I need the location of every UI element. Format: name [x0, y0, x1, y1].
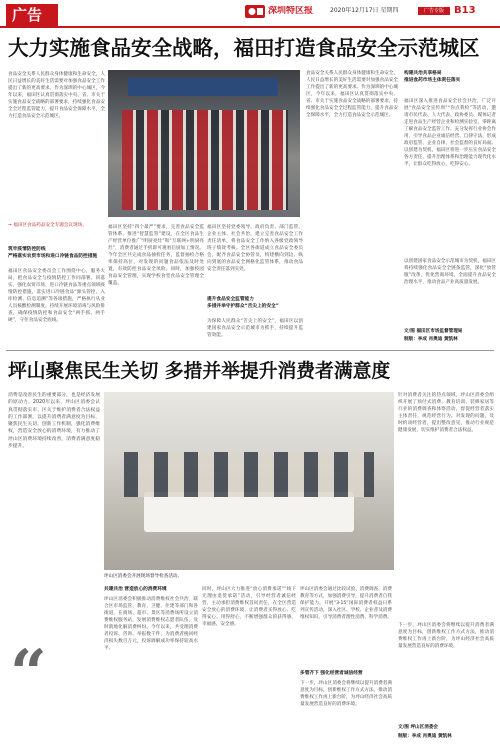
story2-col3-body: 坪山区消委会通过比较试验、消费调查、消费教育等方式，加强消费引导，提升消费者自我保护能力。开展“3·15”国际消费者权益日系列宣传活动，深入社区、学校、企业普及消费维权知识，引导消费者理性消费、科学消费。 — [300, 587, 392, 621]
backdrop-banner — [128, 78, 278, 96]
story1-col3-body: 食品安全关系人民群众身体健康和生命安全，人民日益增长的美好生活需要对加强食品安全工作提出了新的更高要求。作为深圳的中心城区，今年以来，福田区认真贯彻落实中央、省、市关于实施食品安全战略的部署要求，持续强化食品安全全过程监管能力，提升食品安全保障水平，全力打造食品安全示范城区。 — [306, 71, 398, 119]
logo-icon — [244, 4, 266, 19]
quote-mark-icon: “ — [10, 642, 47, 702]
story2-col4-body: 针对消费者关注的热点领域，坪山区消委会组织开展了预付式消费、教育培训、装修家居等行业的消费调查和体察活动，督促经营者落实主体责任，规范经营行为。对发现的问题，及时约谈经营者，提出整改意见，推动行业规范健康发展，切实维护消费者合法权益。 — [398, 393, 494, 434]
newspaper-logo — [244, 4, 266, 19]
story1-group-photo — [108, 70, 300, 217]
story1-photo-caption: → 福田区食品药品安全专题会议现场。 — [8, 223, 87, 228]
date-edition: 2020年12月17日 星期四 — [330, 7, 399, 14]
brand-name: 深圳特区报 — [268, 6, 314, 16]
story2-credits2: 制版：李成 肖奥迪 黄凯林 — [398, 734, 452, 739]
story2-lead: 消费是改善民生的重要部分，也是经济发展的原动力。2020年以来，坪山区消委会认真贯彻落实市、区关于维护消费者合法权益的工作部署，以提升消费者满意度为目标，聚焦民生关切，创新工作机制，强化消费维权，营造安全放心的消费环境，有力推动了坪山区消费环境持续改善，消费者满意度稳步提升。 — [8, 393, 100, 450]
page-tag: 广告专版 — [418, 7, 450, 15]
story2-col2-body: 同时，坪山区大力推进“放心消费承诺”“线下无理由退货承诺”活动，引导经营者诚信经营，主动承担消费维权首问责任，在全区营造安全放心的消费环境，让消费者买得放心、吃得安心、用得舒心，不断增强群众的获得感、幸福感、安全感。 — [202, 587, 296, 628]
story2-col1-body: 坪山区消委会积极推动消费维权社会共治，联合区市场监管、教育、卫健、住建等部门和各街道，在商场、超市、景区等消费场所设立消费维权服务站，发展消费维权志愿者队伍，及时就地化解消费纠纷。今年以来，共受理消费者投诉、咨询、举报数千件，为消费者挽回经济损失数百万元，投诉调解成功率保持较高水平。 — [104, 597, 198, 652]
story2-col3-heading: 多管齐下 强化经营者诚信经营 — [300, 671, 363, 676]
story1-right-heading: 构建共治共享格局 推进食药市场主体责任落实 — [404, 71, 461, 83]
story2-col3-tail: 下一步，坪山区消委会将继续以提升消费者满意度为目标，创新维权工作方式方法，推动消费维权工作再上新台阶，为坪山经济社会高质量发展营造良好的消费环境。 — [300, 681, 392, 708]
story2-photo-caption: 坪山区消委会开展现场督导检查活动。 — [104, 574, 183, 579]
story1-right-body: 福田区深入推进食品安全社会共治，广泛开展“食品安全宣传周”“你点我检”等活动，邀请市民代表、人大代表、政协委员、媒体记者走进食品生产经营企业和检测实验室，零距离了解食品安全监管工作。充分发挥行业协会作用，引导食品企业诚信经营、自律守法，形成政府监管、企业自律、社会监督的良好局面。以创建为契机，福田区将进一步压实食品安全各方责任，提升治理体系和治理能力现代化水平，让群众吃得放心、吃得安心。 — [404, 99, 496, 168]
meeting-people — [124, 452, 374, 497]
story1-mid2-body: 福田区坚持党委领导、政府负责、部门监管、企业主体、社会共治，建立完善食品安全工作责任清单，将食品安全工作纳入各级党政领导班子绩效考核。全区各街道成立食品安全委员会，配齐食品安全协管员，构建横向到边、纵向到底的食品安全网格化监管体系，推动食品安全责任落到实处。 — [207, 225, 303, 273]
story1-headline: 大力实施食品安全战略，福田打造食品安全示范城区 — [8, 36, 480, 60]
meeting-table — [144, 492, 354, 532]
section-divider — [6, 350, 494, 351]
story1-mid2-heading: 提升食品安全监管能力 多措并举守护群众“舌尖上的安全” — [207, 297, 279, 309]
story2-meeting-photo — [104, 392, 394, 570]
people-row — [122, 110, 288, 210]
story2-credits: 文/图 坪山区消委会 — [398, 725, 439, 730]
story1-left-heading: 筑牢疫情防控防线 严格落实农贸市场和进口冷链食品防控措施 — [8, 247, 98, 259]
story1-mid2-tail: 为保障人民群众“舌尖上的安全”，福田区以创建国家食品安全示范城市为抓手，持续提升监管效能。 — [207, 319, 303, 339]
story1-lead: 食品安全关系人民群众身体健康和生命安全，人民日益增长的美好生活需要对加强食品安全工作提出了新的更高要求。作为深圳的中心城区，今年以来，福田区认真贯彻落实中央、省、市关于实施食品安全战略的部署要求，持续强化食品安全全过程监管能力，提升食品安全保障水平，全力打造食品安全示范城区。 — [8, 72, 105, 120]
story2-col1-heading: 共建共治 营造放心的消费环境 — [104, 587, 167, 592]
story1-left-body: 福田区食品安全委员会工作围绕中心，服务大局，把食品安全与疫情防控工作同部署、同落实。强化农贸市场、进口冷链食品等重点领域疫情防控措施，落实进口冷链食品“源头管控、入库检测、信息追溯”等各项措施，严格执行从业人员核酸检测制度，持续开展环境消毒与风险排查，确保疫情防控和食品安全“两手抓、两手硬”，守住食品安全底线。 — [8, 269, 105, 324]
story1-credits: 文/图 福田区市场监督管理局 — [404, 329, 463, 334]
story1-mid-body: 福田区坚持“四个最严”要求，完善食品安全监管体系，推进“智慧监管”建设，在全区食品生产经营单位推广“明厨亮灶”和“互联网+明厨亮灶”，消费者通过手机即可观看后厨加工情况。今年全区共完成食品抽检任务，监督抽检合格率保持高位，对发现的问题食品依法及时处置，有效防控食品安全风险。同时，加强校园食品安全管理，实现学校食堂食品安全管理全覆盖。 — [108, 225, 204, 287]
masthead-rule — [0, 26, 500, 28]
story1-credits2: 制版：李成 肖奥迪 黄凯林 — [404, 337, 458, 342]
story2-col4-more: 下一步，坪山区消委会将继续以提升消费者满意度为目标，创新维权工作方式方法，推动消费维权工作再上新台阶，为坪山经济社会高质量发展营造良好的消费环境。 — [398, 623, 494, 650]
ad-label: 广告 — [12, 6, 43, 24]
story2-headline: 坪山聚焦民生关切 多措并举提升消费者满意度 — [8, 360, 391, 382]
story1-right-body2: 以创建国家食品安全示范城市为契机，福田区将持续强化食品安全全链条监管，深化“放管服”改革，优化营商环境，全面提升食品安全治理水平，推动食品产业高质量发展。 — [404, 259, 496, 286]
page-number: B13 — [454, 5, 476, 16]
